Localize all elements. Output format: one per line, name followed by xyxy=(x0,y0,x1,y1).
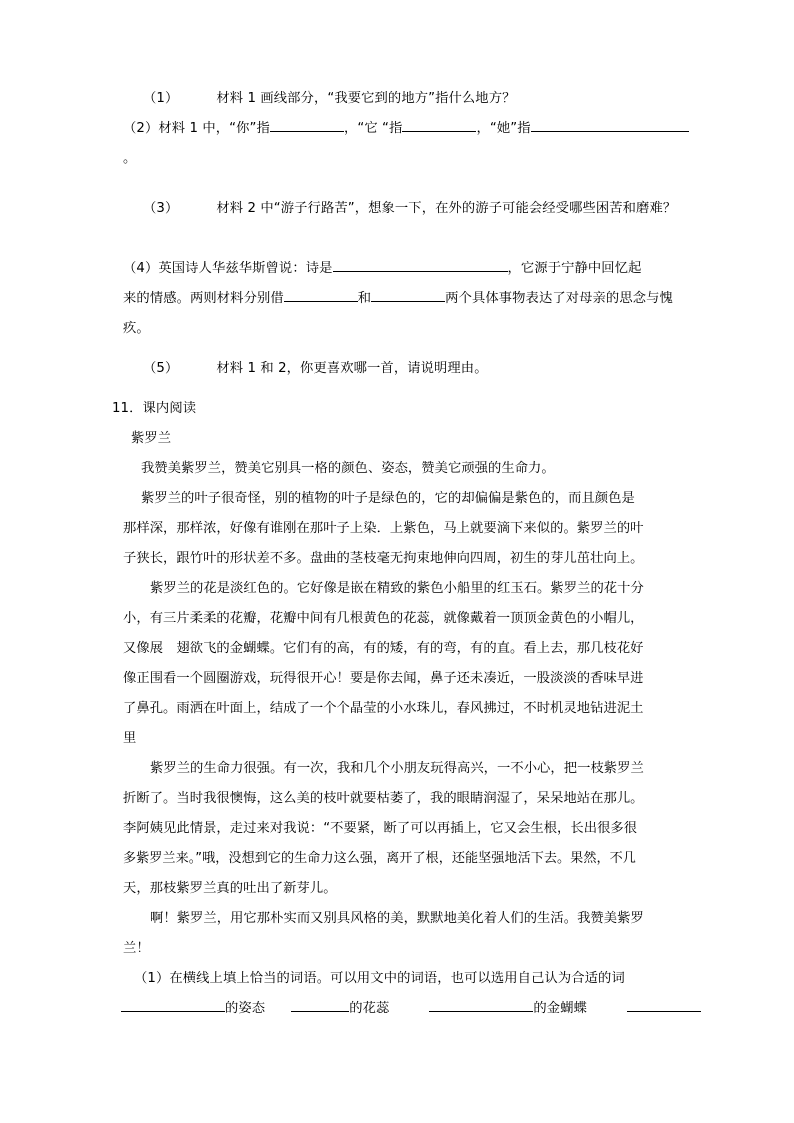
material-question-2 xyxy=(123,114,681,144)
material-question-4-line3-text: 疚。 xyxy=(123,321,150,336)
passage-title xyxy=(131,424,681,454)
document-content xyxy=(112,84,681,1024)
section-heading xyxy=(112,394,681,424)
passage-paragraph-4 xyxy=(123,754,681,904)
section-label: 课内阅读 xyxy=(142,401,197,416)
fill-blank-you[interactable] xyxy=(270,117,344,132)
material-question-4-line3 xyxy=(123,314,681,344)
fill-blank-extra[interactable] xyxy=(627,997,701,1012)
material-question-4-text-b: ，它源于宁静中回忆起 xyxy=(507,261,642,276)
passage-line: 折断了。当时我很懊悔，这么美的枝叶就要枯萎了，我的眼睛润湿了，呆呆地站在那儿。 xyxy=(123,791,644,806)
material-question-2-text-c: ，“她”指 xyxy=(476,121,531,136)
material-question-4-text-a: 英国诗人华兹华斯曾说：诗是 xyxy=(158,261,333,276)
passage-line: 像正围看一个圆圈游戏，玩得很开心！要是你去闻，鼻子还未凑近，一股淡淡的香味早进 xyxy=(123,671,644,686)
passage-line: 紫罗兰的生命力很强。有一次，我和几个小朋友玩得高兴，一不小心，把一枝紫罗兰 xyxy=(150,761,644,776)
passage-line: 紫罗兰的叶子很奇怪，别的植物的叶子是绿色的，它的却偏偏是紫色的，而且颜色是 xyxy=(141,491,635,506)
material-question-3 xyxy=(123,194,681,224)
material-question-5-text: 材料 1 和 2，你更喜欢哪一首，请说明理由。 xyxy=(216,361,488,376)
material-question-3-number: （3） xyxy=(143,201,179,216)
fill-blank-posture[interactable] xyxy=(121,997,225,1012)
material-question-4-line2-a: 来的情感。两则材料分别借 xyxy=(123,291,284,306)
material-question-2-text-b: ，“它 “指 xyxy=(343,121,403,136)
spacer-after-q3 xyxy=(123,224,681,254)
spacer-after-q2 xyxy=(123,174,681,194)
passage-line: 兰！ xyxy=(123,941,150,956)
passage-line: 里 xyxy=(123,731,137,746)
passage-line: 小，有三片柔柔的花瓣，花瓣中间有几根黄色的花蕊，就像戴着一顶顶金黄色的小帽儿， xyxy=(123,611,644,626)
passage-paragraph-1 xyxy=(123,454,681,484)
material-question-2-number: （2） xyxy=(123,121,159,136)
passage-question-1-blank-row xyxy=(121,994,681,1024)
passage-line: 多紫罗兰来。”哦，没想到它的生命力这么强，离开了根，还能坚强地活下去。果然，不几 xyxy=(123,851,636,866)
passage-line: 天，那枝紫罗兰真的吐出了新芽儿。 xyxy=(123,881,337,896)
passage-title-text: 紫罗兰 xyxy=(131,431,172,446)
passage-line: 又像展 翅欲飞的金蝴蝶。它们有的高，有的矮，有的弯，有的直。看上去，那几枝花好 xyxy=(123,641,644,656)
material-question-3-text: 材料 2 中“游子行路苦”，想象一下，在外的游子可能会经受哪些困苦和磨难？ xyxy=(216,201,677,216)
passage-paragraph-5 xyxy=(123,904,681,964)
passage-line: 那样深，那样浓，好像有谁刚在那叶子上染．上紫色，马上就要滴下来似的。紫罗兰的叶 xyxy=(123,521,644,536)
spacer-after-q5 xyxy=(123,384,681,394)
material-question-4-line2 xyxy=(123,284,681,314)
material-question-2-text-a: 材料 1 中，“你”指 xyxy=(158,121,270,136)
material-question-5 xyxy=(123,354,681,384)
material-question-4-line2-b: 和 xyxy=(357,291,372,306)
fill-blank-object-2[interactable] xyxy=(371,287,445,302)
material-question-1-number: （1） xyxy=(143,91,179,106)
fill-blank-she[interactable] xyxy=(531,117,689,132)
passage-question-1 xyxy=(123,964,681,994)
material-question-2-continuation xyxy=(123,144,681,174)
blank-suffix-stamen: 的花蕊 xyxy=(349,1001,390,1016)
material-question-1 xyxy=(123,84,681,114)
section-number: 11． xyxy=(112,401,143,416)
blank-suffix-butterfly: 的金蝴蝶 xyxy=(533,1001,587,1016)
fill-blank-stamen[interactable] xyxy=(291,997,349,1012)
material-question-2-text-d: 。 xyxy=(123,151,137,166)
material-question-4 xyxy=(123,254,681,284)
passage-question-1-text: 在横线上填上恰当的词语。可以用文中的词语，也可以选用自己认为合适的词 xyxy=(169,971,625,986)
passage-line: 我赞美紫罗兰，赞美它别具一格的颜色、姿态，赞美它顽强的生命力。 xyxy=(141,461,555,476)
passage-line: 李阿姨见此情景，走过来对我说：“不要紧，断了可以再插上，它又会生根，长出很多很 xyxy=(123,821,638,836)
spacer-after-q4 xyxy=(123,344,681,354)
passage-line: 了鼻孔。雨洒在叶面上，结成了一个个晶莹的小水珠儿，春风拂过，不时机灵地钻进泥土 xyxy=(123,701,644,716)
material-question-1-text: 材料 1 画线部分，“我要它到的地方”指什么地方？ xyxy=(216,91,516,106)
fill-blank-butterfly[interactable] xyxy=(429,997,533,1012)
material-question-4-line2-c: 两个具体事物表达了对母亲的思念与愧 xyxy=(445,291,673,306)
passage-paragraph-3 xyxy=(123,574,681,754)
passage-line: 啊！紫罗兰，用它那朴实而又别具风格的美，默默地美化着人们的生活。我赞美紫罗 xyxy=(150,911,644,926)
fill-blank-poem-definition[interactable] xyxy=(333,257,508,272)
material-question-4-number: （4） xyxy=(123,261,159,276)
passage-line: 紫罗兰的花是淡红色的。它好像是嵌在精致的紫色小船里的红玉石。紫罗兰的花十分 xyxy=(150,581,644,596)
passage-paragraph-2 xyxy=(123,484,681,574)
blank-suffix-posture: 的姿态 xyxy=(225,1001,266,1016)
fill-blank-object-1[interactable] xyxy=(284,287,358,302)
fill-blank-it[interactable] xyxy=(402,117,476,132)
passage-question-1-number: （1） xyxy=(134,971,170,986)
passage-line: 子狭长，跟竹叶的形状差不多。盘曲的茎枝毫无拘束地伸向四周，初生的芽儿茁壮向上。 xyxy=(123,551,644,566)
material-question-5-number: （5） xyxy=(143,361,179,376)
